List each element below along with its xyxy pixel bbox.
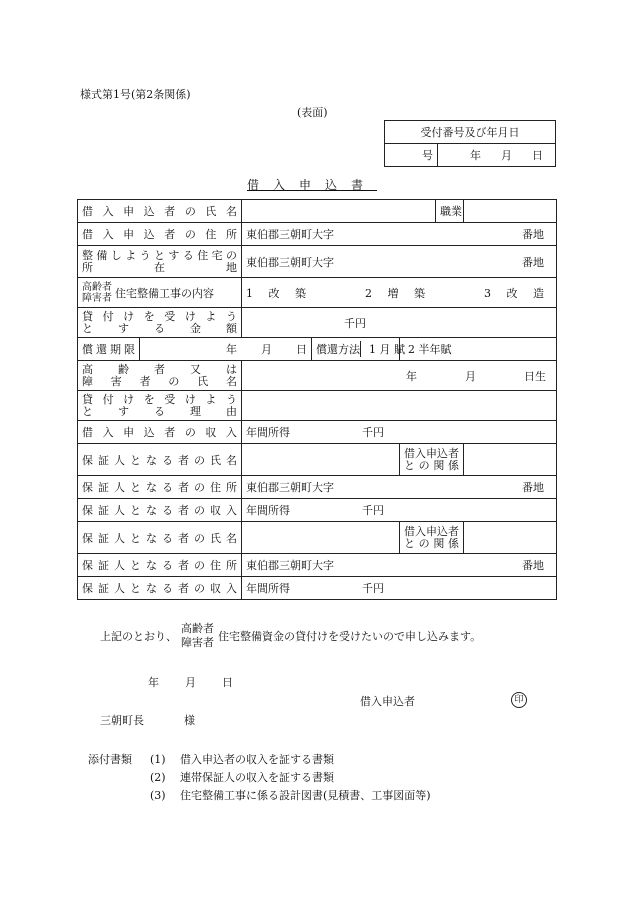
- work-content-label: 高齢者 障害者 住宅整備工事の内容: [78, 278, 242, 308]
- application-date[interactable]: 年 月 日: [148, 676, 233, 689]
- guarantor1-income-label: 保証人となる者の収入: [78, 499, 242, 522]
- applicant-income-label: 借入申込者の収入: [78, 421, 242, 444]
- applicant-address-label: 借入申込者の住所: [78, 223, 242, 246]
- repay-method-label: 償還方法 1 月 賦: [312, 338, 400, 361]
- occupation-field[interactable]: [464, 200, 557, 223]
- table-row: [78, 391, 557, 421]
- table-row: [78, 246, 557, 278]
- guarantor1-address-label: 保証人となる者の住所: [78, 476, 242, 499]
- reception-year: 年: [470, 149, 481, 162]
- table-row: [78, 522, 557, 554]
- guarantor2-relation-field[interactable]: [464, 522, 557, 554]
- applicant-signature-label: 借入申込者: [360, 695, 415, 708]
- table-row: [78, 421, 557, 444]
- repay-period-field[interactable]: 年 月 日: [140, 338, 312, 361]
- guarantor2-name-label: 保証人となる者の氏名: [78, 522, 242, 554]
- table-row: [78, 476, 557, 499]
- page-side-label: (表面): [297, 106, 328, 119]
- repay-method-options[interactable]: [400, 338, 557, 361]
- reception-month: 月: [501, 149, 512, 162]
- guarantor2-address-label: 保証人となる者の住所: [78, 554, 242, 577]
- guarantor2-relation-label: 借入申込者 との関係: [400, 522, 464, 554]
- addressee: 三朝町長 様: [100, 714, 195, 727]
- reception-number-cell[interactable]: [385, 144, 438, 167]
- table-row: [78, 338, 557, 361]
- table-row: [78, 200, 557, 223]
- loan-amount-label: 貸付けを受けよう とする金額: [78, 308, 242, 338]
- closing-elderly: 高齢者: [181, 622, 214, 635]
- guarantor2-name-field[interactable]: [242, 522, 400, 554]
- guarantor1-relation-label: 借入申込者 との関係: [400, 444, 464, 476]
- occupation-label: 職業: [436, 200, 464, 223]
- house-banchi: 番地: [522, 255, 544, 269]
- table-row: [78, 577, 557, 600]
- table-row: [78, 223, 557, 246]
- guarantor1-name-field[interactable]: [242, 444, 400, 476]
- elderly-name-field[interactable]: 年 月 日生: [242, 361, 557, 391]
- applicant-name-field[interactable]: [242, 200, 436, 223]
- list-item: 添付書類 (1) 借入申込者の収入を証する書類: [88, 753, 334, 766]
- guarantor1-income-field[interactable]: 年間所得 千円: [242, 499, 557, 522]
- disabled-text: 障害者: [82, 292, 112, 304]
- guarantor2-income-field[interactable]: 年間所得 千円: [242, 577, 557, 600]
- elderly-name-label: 高齢者又は 障害者の氏名: [78, 361, 242, 391]
- work-content-options[interactable]: [242, 278, 557, 308]
- guarantor2-income-label: 保証人となる者の収入: [78, 577, 242, 600]
- address-prefix: 東伯郡三朝町大字: [246, 228, 334, 241]
- house-address-prefix: 東伯郡三朝町大字: [246, 255, 334, 269]
- applicant-name-label: 借入申込者の氏名: [78, 200, 242, 223]
- table-row: [78, 308, 557, 338]
- form-number: 様式第1号(第2条関係): [80, 88, 191, 101]
- table-row: [78, 278, 557, 308]
- loan-reason-label: 貸付けを受けよう とする理由: [78, 391, 242, 421]
- table-row: [78, 361, 557, 391]
- option-kaichiku[interactable]: 1 改 築: [246, 286, 306, 300]
- seal-icon: 印: [511, 692, 527, 708]
- guarantor2-address-field[interactable]: 東伯郡三朝町大字 番地: [242, 554, 557, 577]
- attachments: [88, 751, 431, 805]
- option-semiannual[interactable]: 2 半年賦: [408, 343, 452, 356]
- address-banchi: 番地: [522, 228, 544, 241]
- guarantor1-name-label: 保証人となる者の氏名: [78, 444, 242, 476]
- reception-date-cell[interactable]: [438, 144, 556, 167]
- form-title: 借入申込書: [246, 178, 377, 192]
- reception-number-suffix: 号: [422, 149, 433, 162]
- applicant-income-field[interactable]: 年間所得 千円: [242, 421, 557, 444]
- repay-period-label: 償還期限: [78, 338, 140, 361]
- house-location-field[interactable]: [242, 246, 557, 278]
- option-monthly[interactable]: 1 月 賦: [360, 341, 405, 357]
- house-location-label: 整備しようとする住宅の 所 在 地: [78, 246, 242, 278]
- list-item: (2) 連帯保証人の収入を証する書類: [150, 771, 334, 784]
- guarantor1-address-field[interactable]: 東伯郡三朝町大字 番地: [242, 476, 557, 499]
- application-table: [77, 199, 557, 600]
- option-zouchiku[interactable]: 2 増 築: [365, 286, 425, 300]
- loan-amount-field[interactable]: [242, 308, 557, 338]
- reception-header: 受付番号及び年月日: [385, 121, 556, 144]
- table-row: [78, 444, 557, 476]
- loan-reason-field[interactable]: [242, 391, 557, 421]
- applicant-address-field[interactable]: [242, 223, 557, 246]
- option-kaizou[interactable]: 3 改 造: [484, 286, 544, 300]
- reception-box: [384, 120, 556, 167]
- table-row: [78, 554, 557, 577]
- closing-statement: 上記のとおり、 高齢者 障害者 住宅整備資金の貸付けを受けたいので申し込みます。: [100, 622, 482, 649]
- reception-day: 日: [532, 149, 543, 162]
- list-item: (3) 住宅整備工事に係る設計図書(見積書、工事図面等): [150, 789, 431, 802]
- amount-unit: 千円: [344, 316, 366, 330]
- table-row: [78, 499, 557, 522]
- closing-disabled: 障害者: [181, 636, 214, 649]
- guarantor1-relation-field[interactable]: [464, 444, 557, 476]
- elderly-text: 高齢者: [82, 281, 112, 293]
